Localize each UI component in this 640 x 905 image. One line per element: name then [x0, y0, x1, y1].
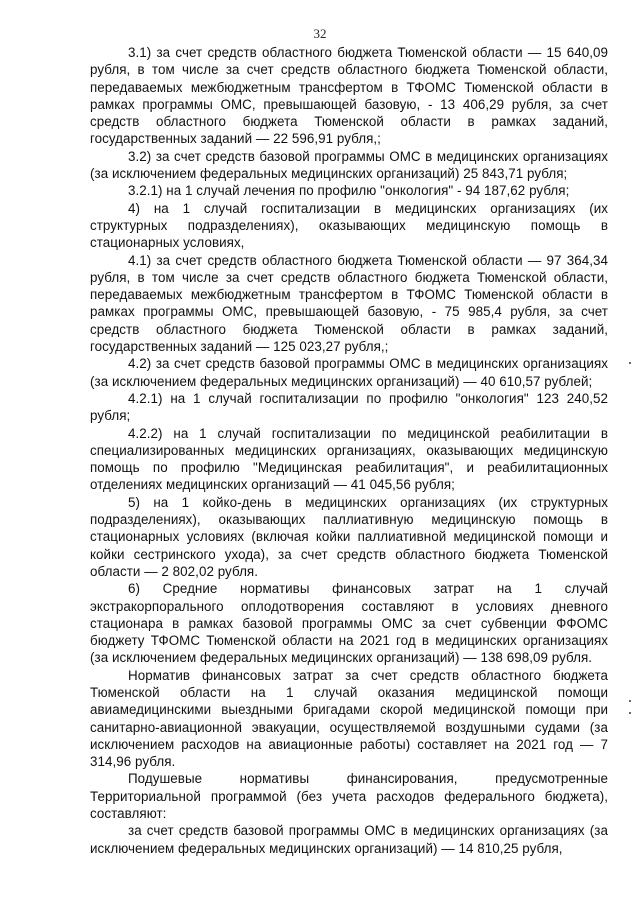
scan-edge-mark [629, 712, 631, 714]
paragraph-4: 4) на 1 случай госпитализации в медицинских организациях (их структурных подразделениях), оказывающих медицинскую помощь в стационарных условиях, [90, 200, 608, 251]
paragraph-4-2-2: 4.2.2) на 1 случай госпитализации по медицинской реабилитации в специализированных медицинских организациях, оказывающих медицинскую помощь по профилю "Медицинская реабилитация", и реабилитационных отделениях медицинских организаций — 41 045,56 рубля; [90, 425, 608, 493]
paragraph-per-capita-base-program: за счет средств базовой программы ОМС в медицинских организациях (за исключением федеральных медицинских организаций) — 14 810,25 рубля, [90, 823, 608, 856]
paragraph-5: 5) на 1 койко-день в медицинских организациях (их структурных подразделениях), оказывающих паллиативную медицинскую помощь в стационарных условиях (включая койки паллиативной медицинской помощи и койки сестринского ухода), за счет средств областного бюджета Тюменской области — 2 802,02 рубля. [90, 494, 608, 579]
page-number: 32 [313, 26, 327, 41]
paragraph-6: 6) Средние нормативы финансовых затрат на 1 случай экстракорпорального оплодотворения составляют в условиях дневного стационара в рамках базовой программы ОМС за счет субвенции ФФОМС бюджету ТФОМС Тюменской области на 2021 год в медицинских организациях (за исключением федеральных медицинских организаций) — 138 698,09 рубля. [90, 581, 608, 666]
paragraph-4-2-1: 4.2.1) на 1 случай госпитализации по профилю "онкология" 123 240,52 рубля; [90, 390, 608, 424]
paragraph-per-capita-intro: Подушевые нормативы финансирования, предусмотренные Территориальной программой (без учета расходов федерального бюджета), составляют: [90, 771, 608, 822]
paragraph-4-1: 4.1) за счет средств областного бюджета Тюменской области — 97 364,34 рубля, в том числе за счет средств областного бюджета Тюменской области, передаваемых межбюджетным трансфертом в ТФОМС Тюменской области в рамках программы ОМС, превышающей базовую, - 75 985,4 рубля, за счет средств областного бюджета Тюменской области в рамках заданий, государственных заданий — 125 023,27 рубля,; [90, 252, 608, 355]
paragraph-4-2: 4.2) за счет средств базовой программы ОМС в медицинских организациях (за исключением федеральных медицинских организаций) — 40 610,57 рублей; [90, 356, 608, 389]
paragraph-3-1: 3.1) за счет средств областного бюджета Тюменской области — 15 640,09 рубля, в том числе за счет средств областного бюджета Тюменской области, передаваемых межбюджетным трансфертом в ТФОМС Тюменской области в рамках программы ОМС, превышающей базовую, - 13 406,29 рубля, за счет средств областного бюджета Тюменской области в рамках заданий, государственных заданий — 22 596,91 рубля,; [90, 45, 608, 147]
paragraph-3-2-1: 3.2.1) на 1 случай лечения по профилю "онкология" - 94 187,62 рубля; [128, 183, 570, 199]
document-body [90, 44, 608, 857]
paragraph-air-ambulance-norm: Норматив финансовых затрат за счет средств областного бюджета Тюменской области на 1 случай оказания медицинской помощи авиамедицинскими выездными бригадами скорой медицинской помощи при санитарно-авиационной эвакуации, осуществляемой воздушными судами (за исключением расходов на авиационные работы) составляет на 2021 год — 7 314,96 рубля. [90, 667, 608, 770]
paragraph-3-2: 3.2) за счет средств базовой программы ОМС в медицинских организациях (за исключением федеральных медицинских организаций) 25 843,71 рубля; [90, 148, 608, 182]
scan-edge-mark [629, 700, 631, 702]
scan-edge-mark [629, 362, 631, 364]
